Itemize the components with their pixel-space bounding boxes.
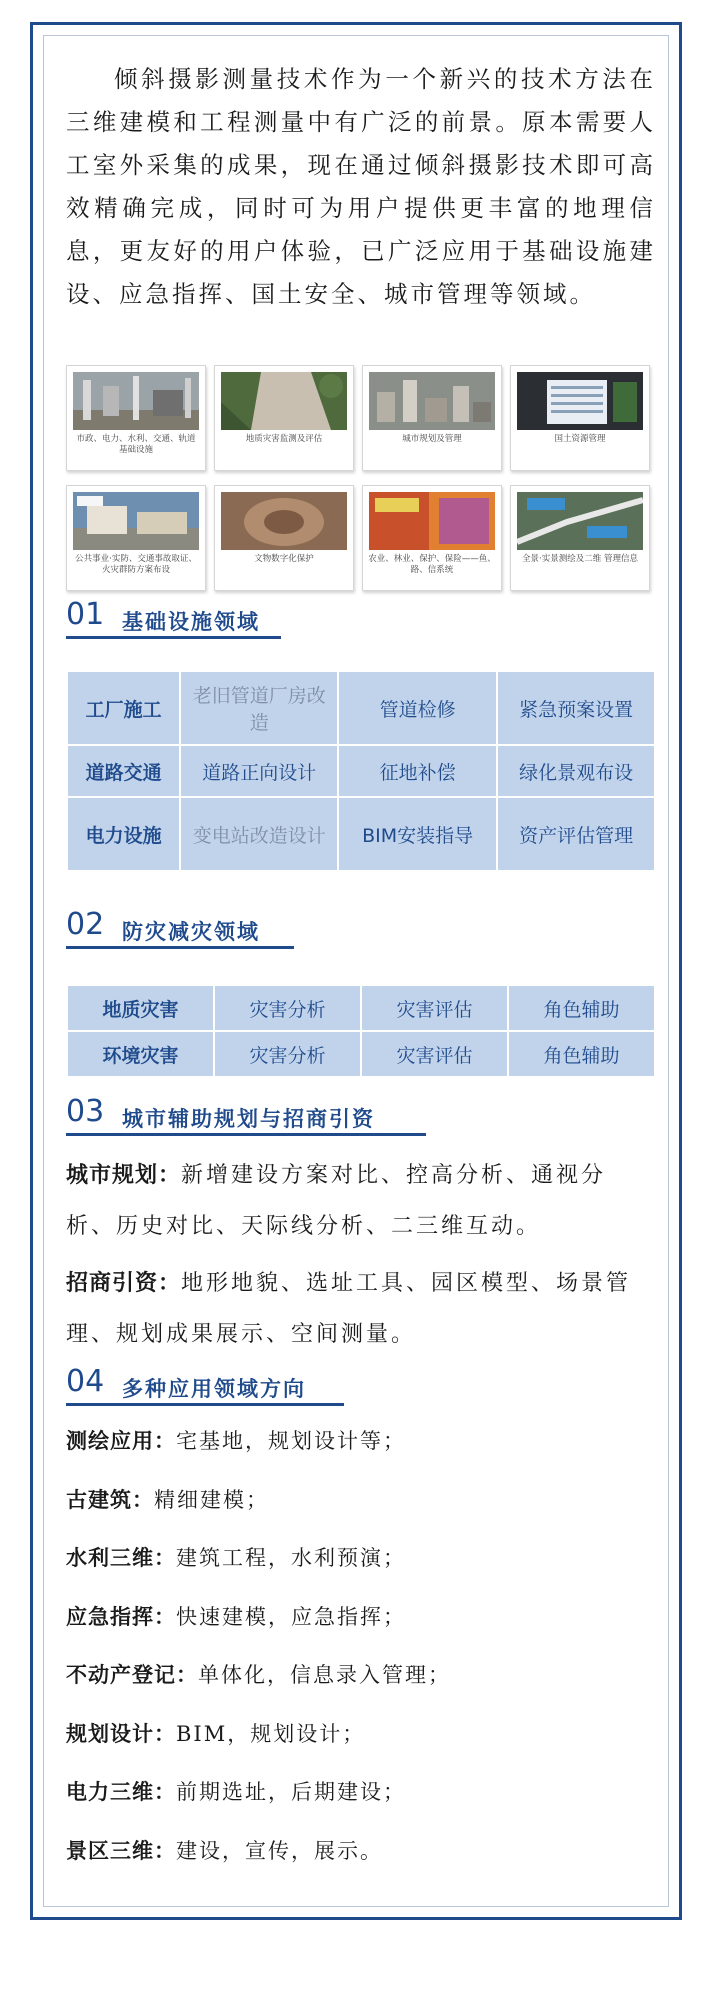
land-software-screenshot-icon [517, 372, 643, 430]
table-cell: 绿化景观布设 [497, 745, 655, 797]
section-title: 多种应用领域方向 [122, 1377, 306, 1401]
section-heading-disaster [66, 908, 294, 948]
section-underline [66, 1133, 426, 1136]
planning-paragraph-investment [66, 1258, 656, 1360]
gallery-item [214, 365, 354, 471]
landslide-photo-icon [221, 372, 347, 430]
section-underline [66, 636, 281, 639]
application-text: 建设，宣传，展示。 [176, 1839, 383, 1863]
infrastructure-table [66, 670, 656, 872]
section-underline [66, 946, 294, 949]
section-number: 02 [66, 907, 105, 942]
section-number: 04 [66, 1364, 105, 1399]
application-item [66, 1835, 383, 1865]
section-heading-applications [66, 1365, 344, 1405]
application-text: 前期选址，后期建设； [176, 1780, 406, 1804]
application-item [66, 1776, 406, 1806]
gallery-caption: 国土资源管理 [554, 434, 606, 444]
section-title: 城市辅助规划与招商引资 [122, 1107, 375, 1131]
table-cell: 征地补偿 [338, 745, 497, 797]
application-label: 不动产登记： [66, 1663, 198, 1687]
application-label: 水利三维： [66, 1546, 176, 1570]
table-cell: 资产评估管理 [497, 797, 655, 871]
table-row [67, 745, 655, 797]
application-item [66, 1542, 406, 1572]
table-cell: 管道检修 [338, 671, 497, 745]
application-label: 古建筑： [66, 1488, 154, 1512]
paragraph-text: 新增建设方案对比、控高分析、通视分析、历史对比、天际线分析、二三维互动。 [66, 1163, 607, 1239]
gallery-item [66, 365, 206, 471]
city-photo-icon [369, 372, 495, 430]
gallery-item [214, 485, 354, 591]
heritage-photo-icon [221, 492, 347, 550]
table-cell: 道路正向设计 [180, 745, 338, 797]
section-title: 基础设施领域 [122, 610, 260, 634]
gallery-item [362, 365, 502, 471]
application-label: 应急指挥： [66, 1605, 176, 1629]
section-title: 防灾减灾领域 [122, 920, 260, 944]
table-cell: 老旧管道厂房改造 [180, 671, 338, 745]
gallery-caption: 文物数字化保护 [254, 554, 314, 564]
section-heading-infrastructure [66, 598, 281, 638]
paragraph-label: 城市规划： [66, 1163, 182, 1188]
application-item [66, 1659, 451, 1689]
table-cell: 紧急预案设置 [497, 671, 655, 745]
application-text: BIM，规划设计； [176, 1722, 366, 1746]
application-text: 快速建模，应急指挥； [176, 1605, 406, 1629]
infrastructure-photo-icon [73, 372, 199, 430]
table-cell: 角色辅助 [508, 985, 655, 1031]
gallery-item [362, 485, 502, 591]
table-cell: 灾害分析 [214, 1031, 361, 1077]
table-cell: 环境灾害 [67, 1031, 214, 1077]
gallery-item [510, 485, 650, 591]
gallery-caption: 全景·实景测绘及二维 管理信息 [522, 554, 638, 564]
application-item [66, 1425, 406, 1455]
table-cell: 电力设施 [67, 797, 180, 871]
disaster-table [66, 984, 656, 1078]
gallery-caption: 农业、林业、保护、保险——鱼、 路、信系统 [368, 554, 496, 575]
application-text: 宅基地，规划设计等； [176, 1429, 406, 1453]
section-underline [66, 1403, 344, 1406]
gallery-caption: 市政、电力、水利、交通、轨道 基础设施 [76, 434, 196, 455]
table-cell: 工厂施工 [67, 671, 180, 745]
paragraph-text: 地形地貌、选址工具、园区模型、场景管理、规划成果展示、空间测量。 [66, 1271, 632, 1347]
paragraph-label: 招商引资： [66, 1271, 182, 1296]
table-row [67, 671, 655, 745]
application-label: 测绘应用： [66, 1429, 176, 1453]
table-cell: 角色辅助 [508, 1031, 655, 1077]
application-item [66, 1718, 365, 1748]
gallery-caption: 地质灾害监测及评估 [245, 434, 323, 444]
table-cell: 道路交通 [67, 745, 180, 797]
section-heading-planning [66, 1095, 426, 1135]
table-cell: 地质灾害 [67, 985, 214, 1031]
intro-paragraph: 倾斜摄影测量技术作为一个新兴的技术方法在三维建模和工程测量中有广泛的前景。原本需要人工室外采集的成果，现在通过倾斜摄影技术即可高效精确完成，同时可为用户提供更丰富的地理信息，更友好的用户体验，已广泛应用于基础设施建设、应急指挥、国土安全、城市管理等领域。 [66, 65, 656, 308]
table-cell: 灾害评估 [361, 1031, 508, 1077]
gallery-item [510, 365, 650, 471]
table-row [67, 797, 655, 871]
table-cell: 变电站改造设计 [180, 797, 338, 871]
table-cell: 灾害评估 [361, 985, 508, 1031]
gallery-caption: 公共事业·实防、交通事故取证、 火灾群防方案布设 [75, 554, 197, 575]
application-text: 精细建模； [154, 1488, 269, 1512]
gallery-caption: 城市规划及管理 [402, 434, 462, 444]
gallery-item [66, 485, 206, 591]
planning-paragraph-city [66, 1150, 656, 1252]
section-number: 01 [66, 597, 105, 632]
application-text: 建筑工程，水利预演； [176, 1546, 406, 1570]
public-affairs-photo-icon [73, 492, 199, 550]
table-cell: BIM安装指导 [338, 797, 497, 871]
table-row [67, 985, 655, 1031]
table-row [67, 1031, 655, 1077]
application-text: 单体化，信息录入管理； [198, 1663, 451, 1687]
agriculture-thermal-photo-icon [369, 492, 495, 550]
application-label: 景区三维： [66, 1839, 176, 1863]
application-item [66, 1484, 269, 1514]
application-label: 电力三维： [66, 1780, 176, 1804]
table-cell: 灾害分析 [214, 985, 361, 1031]
map-photo-icon [517, 492, 643, 550]
section-number: 03 [66, 1094, 105, 1129]
application-item [66, 1601, 406, 1631]
application-label: 规划设计： [66, 1722, 176, 1746]
